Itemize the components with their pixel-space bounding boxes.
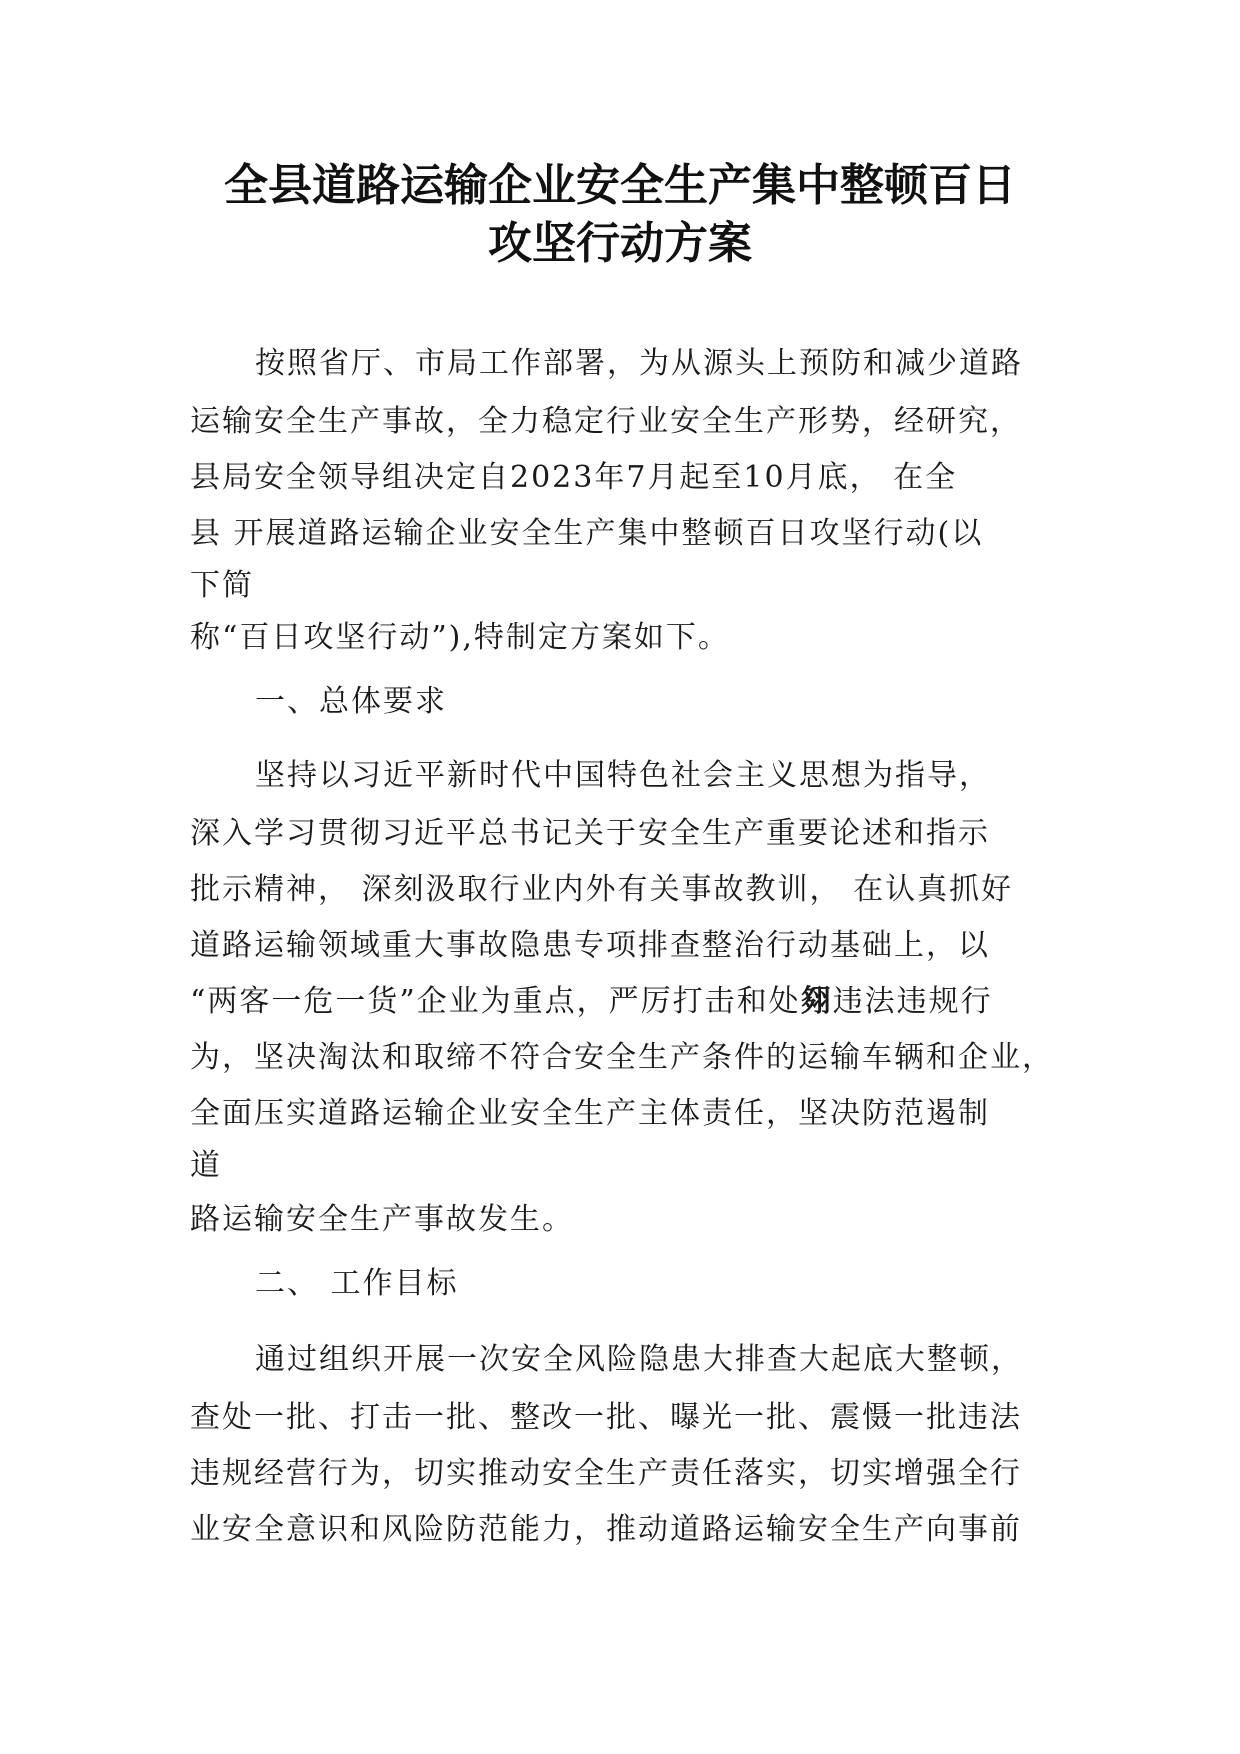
paragraph-line: 路运输安全生产事故发生。 (190, 1202, 574, 1237)
document-title-line-1: 全县道路运输企业安全生产集中整顿百日 (224, 160, 1016, 211)
paragraph-line: 运输安全生产事故，全力稳定行业安全生产形势，经研究， (190, 404, 1022, 439)
paragraph-line: 批示精神， 深刻汲取行业内外有关事故教训， 在认真抓好 (190, 872, 1014, 907)
paragraph-line: 下简 (190, 568, 254, 603)
document-title-line-2: 攻坚行动方案 (488, 218, 752, 269)
paragraph-line-with-bold-char (190, 982, 993, 1022)
paragraph-line: 县局安全领导组决定自2023年7月起至10月底， 在全 (190, 460, 958, 495)
paragraph-line: 县 开展道路运输企业安全生产集中整顿百日攻坚行动(以 (190, 516, 984, 551)
paragraph-line: 为，坚决淘汰和取缔不符合安全生产条件的运输车辆和企业， (190, 1040, 1054, 1075)
paragraph-line: 道 (190, 1148, 222, 1183)
paragraph-line: 称“百日攻坚行动”),特制定方案如下。 (190, 620, 730, 655)
paragraph-line: 违规经营行为，切实推动安全生产责任落实，切实增强全行 (190, 1456, 1022, 1491)
paragraph-line: 全面压实道路运输企业安全生产主体责任，坚决防范遏制 (190, 1096, 990, 1131)
paragraph-line: 坚持以习近平新时代中国特色社会主义思想为指导， (255, 758, 991, 793)
paragraph-line: 通过组织开展一次安全风险隐患大排查大起底大整顿， (255, 1342, 1023, 1377)
paragraph-line: 业安全意识和风险防范能力，推动道路运输安全生产向事前 (190, 1512, 1022, 1547)
paragraph-text: 违法违规行 (832, 984, 993, 1019)
bold-character: 翗 (800, 984, 833, 1019)
paragraph-line: 按照省厅、市局工作部署，为从源头上预防和减少道路 (255, 346, 1023, 381)
paragraph-line: 深入学习贯彻习近平总书记关于安全生产重要论述和指示 (190, 816, 990, 851)
section-heading: 二、 工作目标 (255, 1266, 459, 1301)
section-heading: 一、总体要求 (255, 684, 447, 719)
paragraph-line: 查处一批、打击一批、整改一批、曝光一批、震慑一批违法 (190, 1400, 1022, 1435)
paragraph-text: “两客一危一货”企业为重点，严厉打击和处 (190, 984, 801, 1019)
paragraph-line: 道路运输领域重大事故隐患专项排查整治行动基础上，以 (190, 928, 990, 963)
